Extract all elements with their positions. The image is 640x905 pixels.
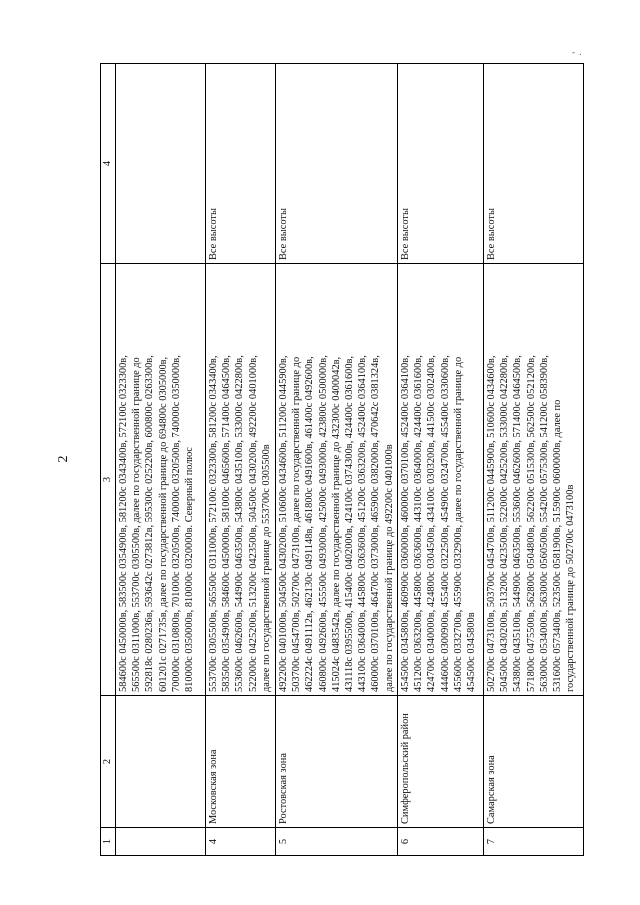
zone-name: Симферопольский район: [398, 696, 484, 828]
coordinate-line: государственной границе до 502700с 0473100в: [565, 484, 577, 692]
coordinate-line: 460000с 0370100в, 464700с 0373000в, 465900с 0382000в, 470642с 0381324в,: [370, 355, 382, 692]
coordinate-line: 454500с 0345800в, 460900с 0360000в, 460000с 0370100в, 452400с 0364100в,: [400, 355, 411, 692]
coordinates-cell: [484, 264, 584, 696]
altitude-cell: Все высоты: [398, 64, 484, 264]
coordinate-line: 451200с 0363200в, 445800с 0363600в, 443100с 0364000в, 424400с 0361600в,: [413, 355, 425, 692]
row-number: [116, 828, 206, 856]
column-header: 4: [101, 64, 116, 264]
coordinates-cell: [276, 264, 398, 696]
row-number: 7: [484, 828, 584, 856]
coordinate-line: 565500с 0311000в, 553700с 0305500в, далее по государственной границе до: [131, 357, 143, 692]
altitude-cell: Все высоты: [276, 64, 398, 264]
coordinate-line: 810000с 0350000в, 810000с 0320000в. Северный полюс: [184, 447, 196, 692]
coordinate-line: 502700с 0473100в, 503700с 0454700в, 511200с 0445900в, 510600с 0434600в,: [486, 355, 497, 692]
table-row: [398, 64, 484, 856]
altitude-cell: Все высоты: [484, 64, 584, 264]
column-header: 1: [101, 828, 116, 856]
row-number: 6: [398, 828, 484, 856]
coordinate-line: 455600с 0332700в, 455900с 0332900в, далее по государственной границе до: [452, 356, 464, 692]
table-row: [116, 64, 206, 856]
coordinate-line: 563000с 0534000в, 563000с 0560500в, 554200с 0575300в, 541200с 0583900в,: [538, 355, 550, 692]
coordinate-line: 504500с 0430200в, 513200с 0423500в, 522000с 0425200в, 533000с 0422800в,: [499, 355, 511, 692]
corner-mark: - .: [572, 47, 583, 57]
zone-name: [116, 696, 206, 828]
coordinate-line: 583500с 0354900в, 584600с 0450000в, 581000с 0465600в, 571400с 0464500в,: [221, 355, 233, 692]
coordinate-line: 424700с 0340000в, 424800с 0304500в, 434100с 0303200в, 441500с 0302400в,: [426, 355, 438, 692]
row-number: 4: [206, 828, 276, 856]
coordinate-line: далее по государственной границе до 553700с 0305500в: [260, 444, 272, 692]
coordinate-line: далее по государственной границе до 492200с 0401000в: [383, 444, 395, 692]
coordinate-line: 553600с 0462600в, 544900с 0463500в, 543800с 0435100в, 533000с 0422800в,: [234, 355, 246, 692]
coordinate-line: 522000с 0425200в, 513200с 0423500в, 504500с 0430200в, 492200с 0401000в,: [247, 355, 259, 692]
column-header: 3: [101, 264, 116, 696]
table-row: [206, 64, 276, 856]
altitude-cell: [116, 64, 206, 264]
zone-name: Московская зона: [206, 696, 276, 828]
coordinate-line: 462224с 0491112в, 462130с 0491148в, 461800с 0491600в, 461400с 0492600в,: [304, 356, 316, 692]
zone-name: Ростовская зона: [276, 696, 398, 828]
coordinates-cell: [116, 264, 206, 696]
coordinate-line: 503700с 0454700в, 502700с 0473100в, далее по государственной границе до: [291, 356, 303, 692]
coordinate-line: 571800с 0475500в, 562800с 0504800в, 562200с 0515300в, 562500с 0521200в,: [525, 355, 537, 692]
coordinate-line: 601201с 0271735в, далее по государственной границе до 694800с 0305000в,: [157, 356, 169, 692]
coordinate-line: 531600с 0573400в, 523500с 0581900в, 515900с 0600000в, далее по: [552, 399, 564, 692]
coordinates-cell: [398, 264, 484, 696]
coordinate-line: 492200с 0401000в, 504500с 0430200в, 510600с 0434600в, 511200с 0445900в,: [278, 355, 289, 692]
coordinate-line: 700000с 0310800в, 701000с 0320500в, 740000с 0320500в, 740000с 0350000в,: [170, 355, 182, 692]
coordinate-line: 592818с 0280236в, 593642с 0273812в, 595300с 0252200в, 600800с 0263300в,: [144, 355, 156, 692]
coordinate-line: 584600с 0450000в, 583500с 0354900в, 581200с 0343400в, 572100с 0323300в,: [118, 355, 129, 692]
altitude-cell: Все высоты: [206, 64, 276, 264]
coordinate-line: 444600с 0300900в, 455400с 0322500в, 454900с 0324700в, 455400с 0330600в,: [439, 355, 451, 692]
coordinate-line: 443100с 0364000в, 445800с 0363600в, 451200с 0363200в, 452400с 0364100в,: [357, 355, 369, 692]
coordinates-cell: [206, 264, 276, 696]
airspace-zones-table: [100, 63, 584, 856]
column-header: 2: [101, 696, 116, 828]
page-number: 2: [56, 455, 71, 463]
rotated-page-content: [100, 64, 577, 856]
coordinate-line: 553700с 0305500в, 565500с 0311000в, 572100с 0323300в, 581200с 0343400в,: [208, 355, 219, 692]
coordinate-line: 460800с 0492600в, 455500с 0493000в, 425000с 0493000в, 423800с 0500000в,: [317, 355, 329, 692]
coordinate-line: 415024с 0483542в, далее по государственной границе до 432300с 0400042в,: [330, 356, 342, 692]
rotated-table-frame: [100, 64, 577, 856]
zone-name: Самарская зона: [484, 696, 584, 828]
coordinate-line: 543800с 0435100в, 544900с 0463500в, 553600с 0462600в, 571400с 0464500в,: [512, 355, 524, 692]
coordinate-line: 454500с 0345800в: [466, 612, 478, 692]
table-row: [484, 64, 584, 856]
table-row: [276, 64, 398, 856]
table-header-row: [101, 64, 116, 856]
row-number: 5: [276, 828, 398, 856]
coordinate-line: 431118с 0395500в, 415400с 0402000в, 424100с 0374300в, 424400с 0361600в,: [344, 355, 356, 692]
